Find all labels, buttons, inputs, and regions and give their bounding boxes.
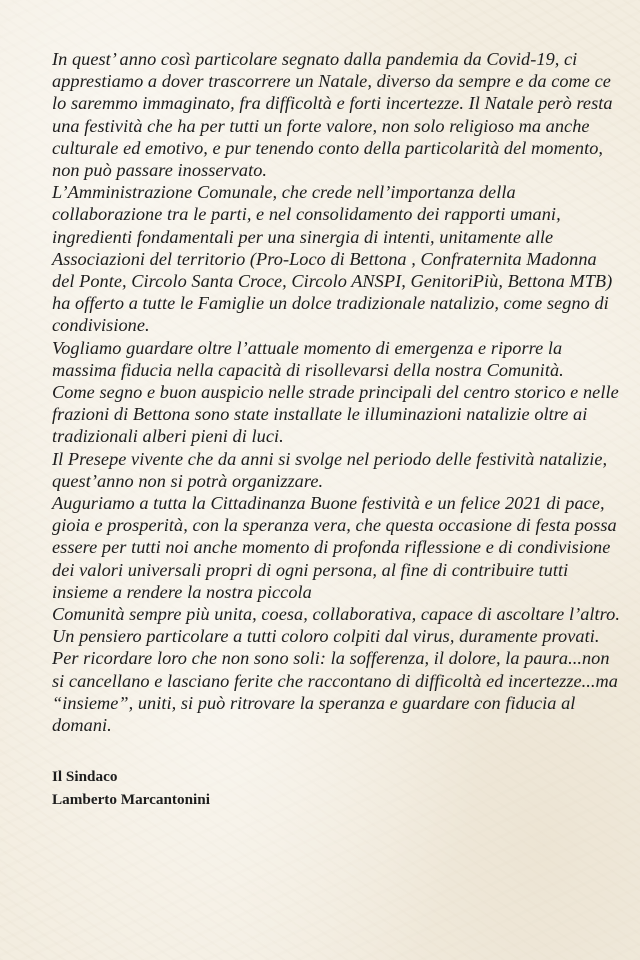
paragraph-christmas-lights: Come segno e buon auspicio nelle strade principali del centro storico e nelle frazioni di Bettona sono state installate le illuminazioni natalizie oltre ai tradizionali alberi pieni di luci. bbox=[52, 382, 619, 447]
letter-body bbox=[52, 48, 622, 736]
signature-block bbox=[52, 765, 622, 811]
paragraph-administration-gift: L’Amministrazione Comunale, che crede nell’importanza della collaborazione tra le parti, e nel consolidamento dei rapporti umani, ingredienti fondamentali per una sinergia di intenti, unitamente alle Associazioni del territorio (Pro-Loco di Bettona , Confraternita Madonna del Ponte, Circolo Santa Croce, Circolo ANSPI, GenitoriPiù, Bettona MTB) ha offerto a tutte le Famiglie un dolce tradizionale natalizio, come segno di condivisione. bbox=[52, 182, 613, 336]
paragraph-united-community: Comunità sempre più unita, coesa, collaborativa, capace di ascoltare l’altro. Un pensiero particolare a tutti coloro colpiti dal virus, duramente provati. Per ricordare loro che non sono soli: la sofferenza, il dolore, la paura...non si cancellano e lasciano ferite che raccontano di difficoltà ed incertezze...ma “insieme”, uniti, si può ritrovare la speranza e guardare con fiducia al domani. bbox=[52, 604, 620, 736]
paragraph-trust-community: Vogliamo guardare oltre l’attuale momento di emergenza e riporre la massima fiducia nella capacità di risollevarsi della nostra Comunità. bbox=[52, 337, 564, 380]
signature-name: Lamberto Marcantonini bbox=[52, 791, 210, 809]
letter bbox=[52, 48, 622, 811]
paragraph-season-greetings: Auguriamo a tutta la Cittadinanza Buone festività e un felice 2021 di pace, gioia e prosperità, con la speranza vera, che questa occasione di festa possa essere per tutti noi anche momento di profonda riflessione e di condivisione dei valori universali propri di ogni persona, al fine di contribuire tutti insieme a rendere la nostra piccola bbox=[52, 493, 617, 602]
paragraph-nativity-scene: Il Presepe vivente che da anni si svolge nel periodo delle festività natalizie, quest’anno non si potrà organizzare. bbox=[52, 448, 608, 491]
signature-title: Il Sindaco bbox=[52, 768, 118, 786]
paragraph-pandemic-christmas: In quest’ anno così particolare segnato dalla pandemia da Covid-19, ci apprestiamo a dover trascorrere un Natale, diverso da sempre e da come ce lo saremmo immaginato, fra difficoltà e forti incertezze. Il Natale però resta una festività che ha per tutti un forte valore, non solo religioso ma anche culturale ed emotivo, e pur tenendo conto della particolarità del momento, non può passare inosservato. bbox=[52, 49, 613, 181]
